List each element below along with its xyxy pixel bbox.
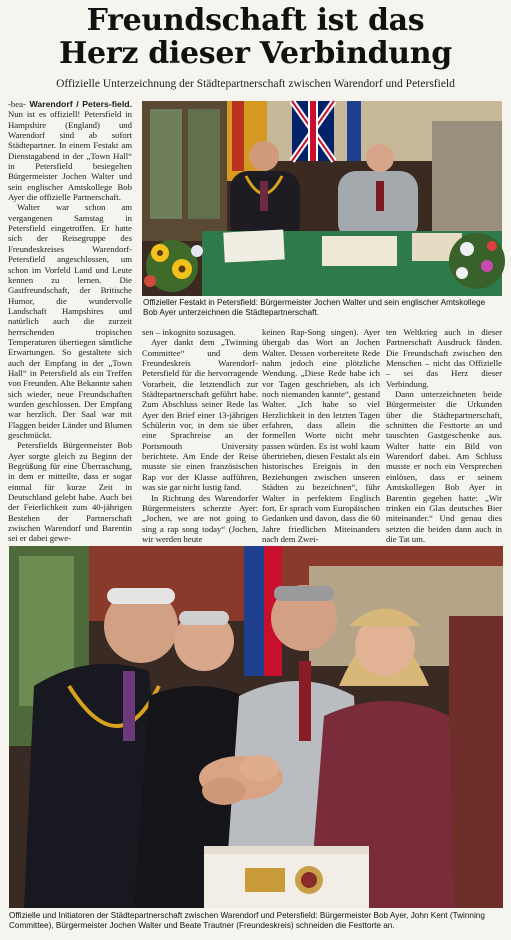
flower-bouquet-right (449, 233, 505, 289)
paragraph: Petersfields Bürgermeister Bob Ayer sorgte gleich zu Beginn der Begrüßung für eine Überraschung, in dem er mitteilte, dass er sogar einmal für kurze Zeit in Deutschland gelebt habe. Auch bei der Feierlichkeit zum 40-jährigen Bestehen der Partnerschaft zwischen Warendorf und Barentin sei er dabei gewe- (8, 440, 132, 544)
paragraph: sen – inkognito sozusagen. (142, 327, 236, 337)
headline-line-2: Herz dieser Verbindung (59, 36, 452, 71)
cake-photo-graphic (9, 546, 503, 908)
paragraph: keinen Rap-Song singen). Ayer übergab das Wort an Jochen Walter. Dessen vorbereitete Rede nahm jedoch eine plötzliche Wendung. „Diese Rede habe ich vor Tagen geschrieben, als ich noch niemanden kannte“, gestand Walter. „Ich habe so viel Herzlichkeit in den letzten Tagen erfahren, dass allein die formellen Worte nicht mehr passen würden. Es ist wohl kaum übertrieben, diesen Festakt als ein historisches Ereignis in den Beziehungen zwischen unseren Städten zu bezeichnen“, führ Walter in perfektem Englisch fort. Er sprach vom Europäischen Gedanken und davon, dass die 60 Jahre friedlichen Miteinanders nach dem Zwei- (262, 327, 380, 544)
signing-photo-graphic (142, 101, 502, 296)
paragraph: Ayer dankt dem „Twinning Committee“ und dem Freundeskreis Warendorf-Petersfield für die hervorragende Vorarbeit, die letztendlich zur Städtepartnerschaft geführt habe. Zum Abschluss seiner Rede las Ayer den Brief einer 13-jährigen Schülerin vor, in dem sie über eine Sprachreise an der Portsmouth University berichtete. Am Ende der Reise musste sie einen französischen Rap vor der Klasse aufführen, was sie gar nicht lustig fand. (142, 337, 258, 493)
headline (0, 4, 511, 70)
paragraph: In Richtung des Warendorfer Bürgermeisters scherzte Ayer: „Jochen, we are not going to sing a rap song today“ (Jochen, wir werden heute (142, 492, 258, 544)
photo-signing-ceremony (142, 101, 502, 296)
article-column-1 (8, 99, 132, 544)
paragraph: Dann unterzeichneten beide Bürgermeister die Urkunden über die Städtepartnerschaft, schnitten die Festtorte an und tauschten Gastgeschenke aus. Walter hatte ein Bild von Warendorf dabei. Am Schluss musste er noch ein Versprechen einlösen, dass er seinem Amtskollegen Bob Ayer in Barentin gegeben hatte: „Wir trinken ein Glas deutsches Bier miteinander.“ Und genau dies setzten die beiden dann auch in die Tat um. (386, 389, 502, 544)
article-column-3 (262, 327, 380, 544)
photo-cake-cutting (9, 546, 503, 908)
festive-cake (204, 846, 369, 908)
dateline (8, 99, 132, 109)
caption-top: Offizieller Festakt in Petersfield: Bürgermeister Jochen Walter und sein englischer Amtskollege Bob Ayer unterzeichnen die Städtepartnerschaft. (143, 298, 486, 318)
paragraph: ten Weltkrieg auch in dieser Partnerschaft Ausdruck fänden. Die Freundschaft zwischen den Menschen – nicht das Offizielle – sei das Herz dieser Verbindung. (386, 327, 502, 389)
article-column-4 (386, 327, 502, 544)
paragraph-text: Nun ist es offiziell! Petersfield in Hampshire (England) und Warendorf sind ab sofort Städtepartner. In einem Festakt am Dienstagabend in der „Town Hall“ in Petersfield besiegelten Bürgermeister Jochen Walter und sein englischer Amtskollege Bob Ayer die offizielle Partnerschaft. (8, 109, 132, 203)
headline-line-1: Freundschaft ist das (86, 3, 425, 38)
paragraph (8, 99, 132, 202)
union-jack-flag (292, 101, 334, 161)
subline: Offizielle Unterzeichnung der Städtepartnerschaft zwischen Warendorf und Petersfield (56, 78, 455, 90)
caption-bottom: Offizielle und Initiatoren der Städtepartnerschaft zwischen Warendorf und Petersfield: Bürgermeister Bob Ayer, John Kent (Twinning Committee), Bürgermeister Jochen Walter und Beate Trautner (Freundeskreis) schneiden die Festtorte an. (9, 911, 485, 931)
byline: -bea- (8, 99, 26, 109)
dateline-place: Warendorf / Peters-field. (29, 99, 132, 109)
paragraph: Walter war schon am vergangenen Samstag in Petersfield eingetroffen. Er hatte sich der Reisegruppe des Freundeskreises Warendorf-Petersfield angeschlossen, um schon im Vorfeld Land und Leute kennen zu lernen. Die Gastfreundschaft, der Britische Humor, die wundervolle Landschaft Hampshires und natürlich auch die zurzeit herrschenden tropischen Temperaturen übertiegen sämtliche Erwartungen. So gestaltete sich auch der Empfang in der „Town Hall“ in Petersfield als ein Treffen von Freunden. Alte Bekannte sahen sich wieder, neue Freundschaften wurden geschlossen. Der Empfang war herzlich. Der Saal war mit Flaggen beider Länder und Blumen geschmückt. (8, 202, 132, 440)
article-column-2 (142, 327, 258, 544)
